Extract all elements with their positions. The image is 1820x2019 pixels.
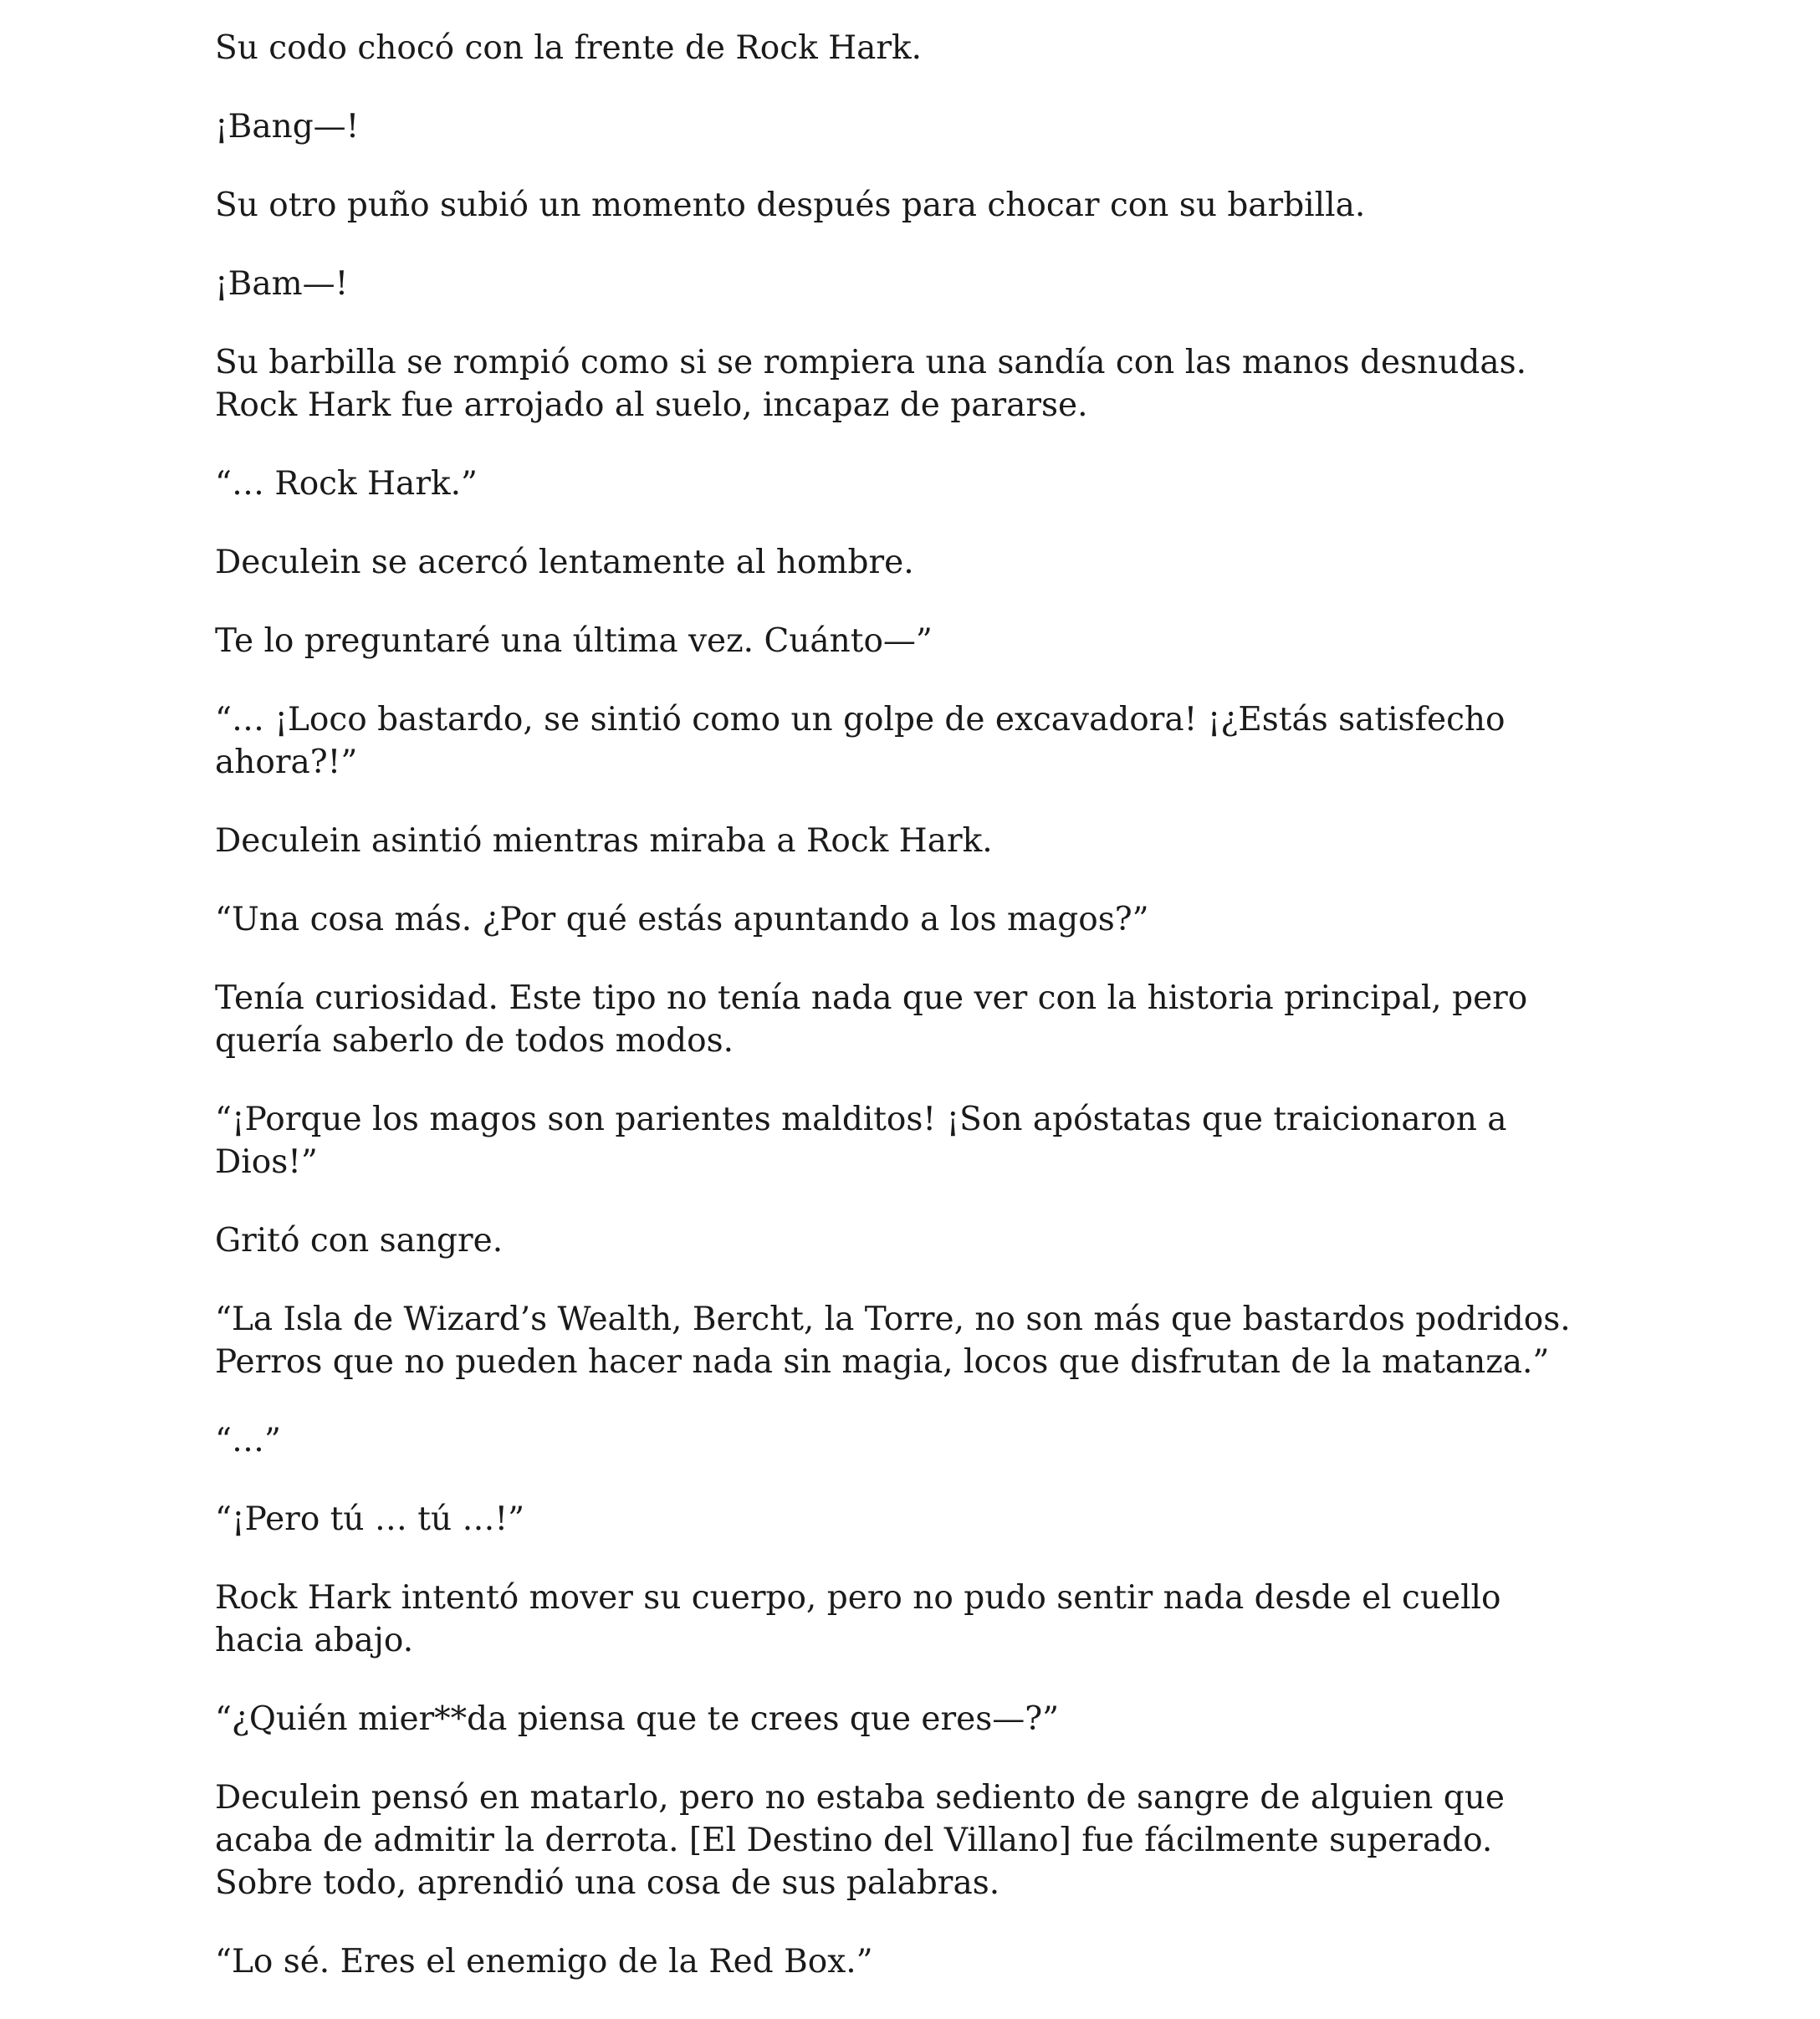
paragraph: Gritó con sangre. [215,1222,504,1260]
paragraph: “Una cosa más. ¿Por qué estás apuntando a los magos?” [215,901,1149,938]
paragraph: Su codo chocó con la frente de Rock Hark. [215,29,923,67]
paragraph: “¡Pero tú … tú …!” [215,1500,525,1538]
paragraph: ¡Bam—! [215,265,349,303]
paragraph: “¡Porque los magos son parientes malditos! ¡Son apóstatas que traicionaron a Dios!” [215,1101,1507,1181]
paragraph: “Lo sé. Eres el enemigo de la Red Box.” [215,1943,873,1981]
paragraph: ¡Bang—! [215,108,360,146]
paragraph: Su otro puño subió un momento después para chocar con su barbilla. [215,187,1366,224]
paragraph: Rock Hark intentó mover su cuerpo, pero no pudo sentir nada desde el cuello hacia abajo. [215,1579,1501,1659]
paragraph: “La Isla de Wizard’s Wealth, Bercht, la Torre, no son más que bastardos podridos. Perros que no pueden hacer nada sin magia, locos que disfrutan de la matanza.” [215,1301,1571,1381]
paragraph: Te lo preguntaré una última vez. Cuánto—” [215,622,933,660]
paragraph: Deculein pensó en matarlo, pero no estaba sediento de sangre de alguien que acaba de admitir la derrota. [El Destino del Villano] fue fácilmente superado. Sobre todo, aprendió una cosa de sus palabras. [215,1779,1505,1902]
paragraph: “…” [215,1422,281,1459]
paragraph: “¿Quién mier**da piensa que te crees que eres—?” [215,1700,1060,1738]
document-body [215,27,1587,2019]
paragraph: Deculein asintió mientras miraba a Rock Hark. [215,822,993,860]
paragraph: “… Rock Hark.” [215,465,478,503]
paragraph: Su barbilla se rompió como si se rompiera una sandía con las manos desnudas. Rock Hark fue arrojado al suelo, incapaz de pararse. [215,344,1526,424]
paragraph: “… ¡Loco bastardo, se sintió como un golpe de excavadora! ¡¿Estás satisfecho ahora?!” [215,701,1506,781]
paragraph: Tenía curiosidad. Este tipo no tenía nada que ver con la historia principal, pero quería saberlo de todos modos. [215,979,1528,1060]
paragraph: Deculein se acercó lentamente al hombre. [215,544,914,581]
